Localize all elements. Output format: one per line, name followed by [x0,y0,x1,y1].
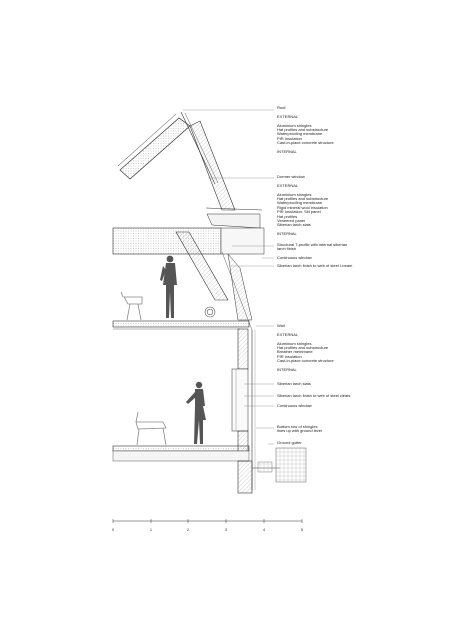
ground-gutter [258,448,306,482]
wall-layer: Hat profiles and substructure [277,345,329,350]
person-upper [160,256,177,318]
dormer-external: EXTERNAL [277,182,299,188]
gutter-annotation [277,441,302,445]
steel-profile-annotation [277,243,347,252]
scale-tick-label: 0 [111,527,115,532]
dormer-layer: Hat profiles and substructure [277,196,329,201]
dormer-layer: Waterproofing membrane [277,200,323,206]
intermediate-floor [113,321,249,329]
roof-title: Roof [277,105,286,110]
dormer-internal: INTERNAL [277,231,297,237]
window-top-annotation [277,256,312,260]
roof-layer: Cast-in-place concrete structure [277,140,334,146]
window-top-label: Continuous window [277,255,312,260]
dormer-layer: PIR Insulation; Slit panel [277,209,321,215]
scale-tick-label: 5 [300,527,304,532]
scale-tick-label: 1 [149,527,153,532]
scale-tick-label: 3 [224,527,228,532]
roof-layer: PIR Insulation [277,135,302,141]
dormer-layer: Rigid mineral wool insulation [277,204,328,210]
dormer-layer: Veneered panel [277,218,306,224]
steel-profile-line: Structural T-profile with internal siberian [277,242,348,247]
wall-layer: Cast-in-place concrete structure [277,358,334,364]
chair-lower [136,412,166,445]
roof-layer: Waterproofing membrane [277,131,323,137]
larch-cleats-label: Siberian larch finish to web of steel cleats [277,393,351,398]
wall-layer: Breather membrane [277,349,313,355]
roof-layer: Hat profiles and substructure [277,127,329,132]
roof-layer: Aluminium shingles [277,122,312,128]
wall-layer: PIR insulation [277,353,302,359]
larch-slats-annotation [277,382,311,386]
wall-annotation [277,324,334,372]
window-bottom-label: Continuous window [277,403,312,408]
larch-slats-label: Siberian larch slats [277,381,311,386]
round-vent [205,307,215,317]
dormer-layer: Aluminium shingles [277,191,312,197]
roof-annotation [277,106,334,154]
dormer-layer: Hat profiles [277,213,298,219]
scale-bar [113,519,302,523]
wall-title: Wall [277,323,285,328]
dormer-annotation [277,175,328,237]
dormer-window [190,121,262,228]
scale-tick-label: 4 [262,527,266,532]
steel-profile-line: larch finish [277,246,297,252]
shingles-bottom-line: lines up with ground level [277,428,322,434]
window-bottom-annotation [277,404,312,408]
roof-internal: INTERNAL [277,149,297,155]
larch-beam-annotation [277,264,352,268]
shingles-bottom-line: Bottom row of shingles [277,424,318,429]
wall-external: EXTERNAL [277,331,299,337]
scale-tick-label: 2 [186,527,190,532]
chair-upper [121,292,142,320]
wall-layer: Aluminium shingles [277,340,312,346]
dormer-title: Dormer window [277,174,305,179]
larch-beam-label: Siberian larch finish to web of steel I-beam [277,263,353,268]
shingles-bottom-annotation [277,425,322,434]
dormer-layer: Siberian larch slats [277,222,311,228]
roof-external: EXTERNAL [277,113,299,119]
person-lower [186,382,206,444]
wall-internal: INTERNAL [277,367,297,373]
gutter-label: Ground gutter [277,440,302,445]
larch-cleats-annotation [277,394,350,398]
